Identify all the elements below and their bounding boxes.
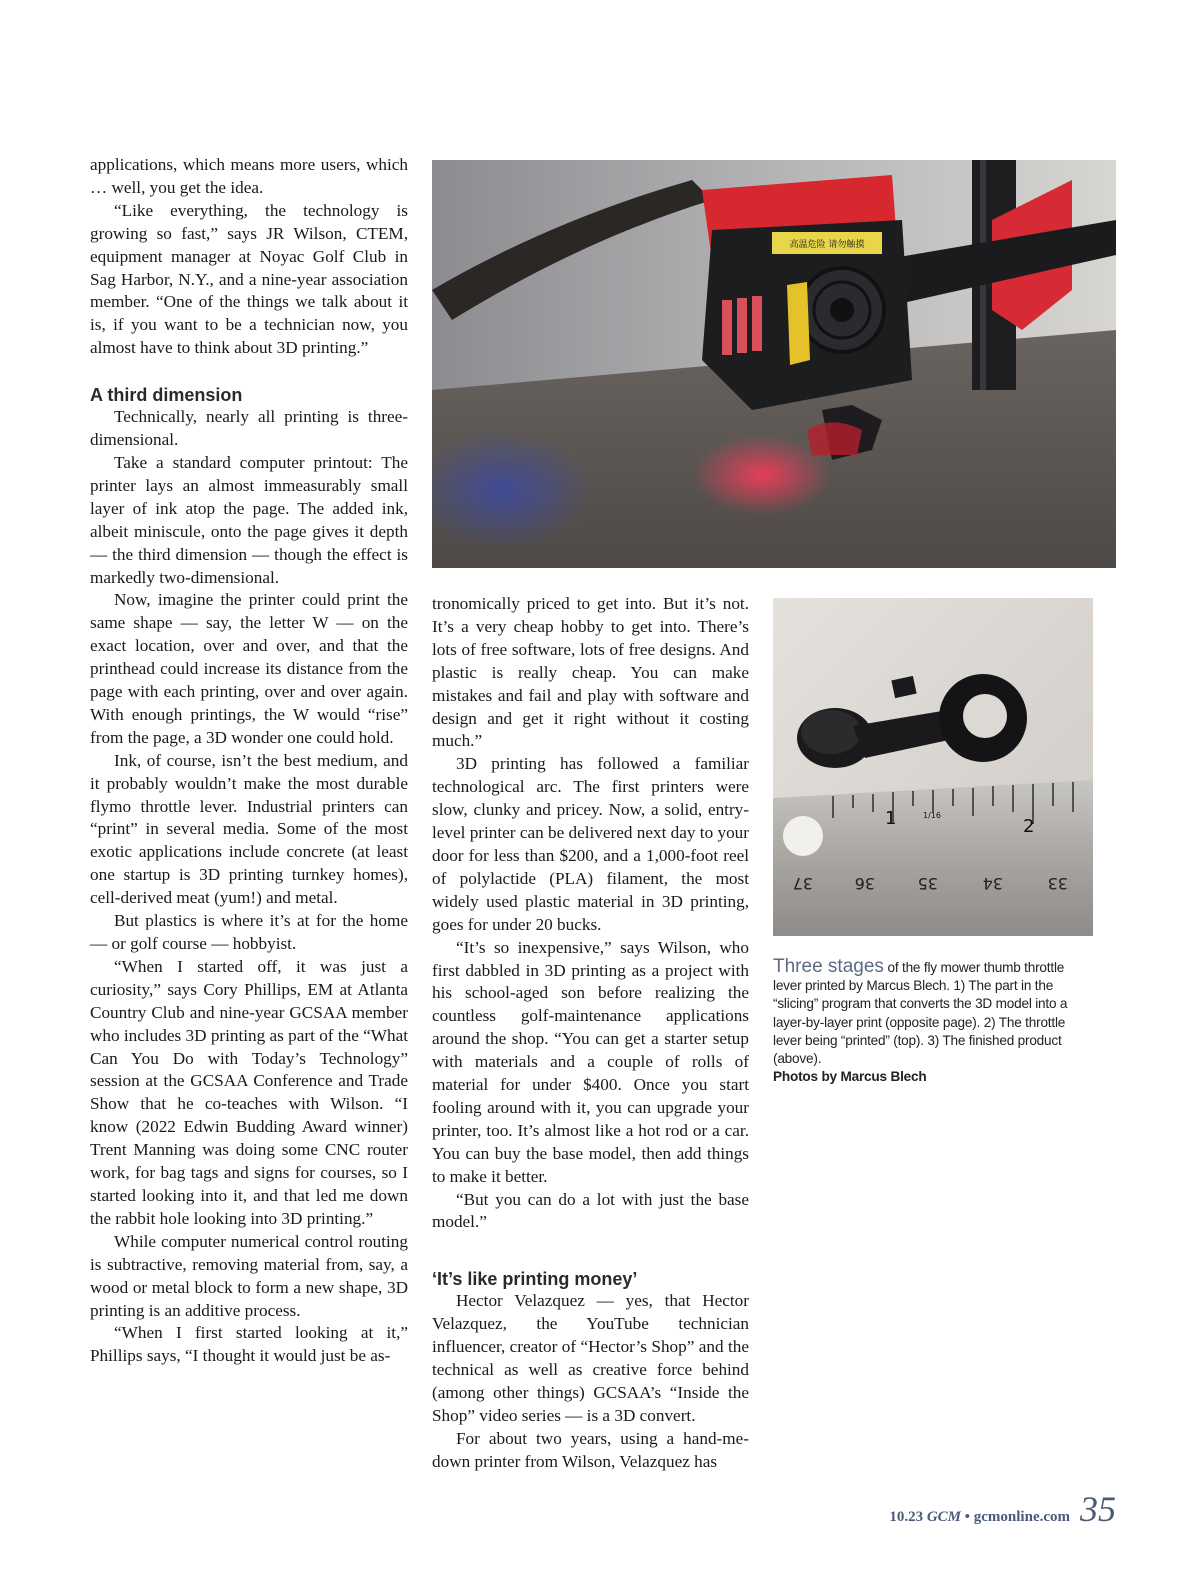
paragraph: “But you can do a lot with just the base model.” [432, 1189, 749, 1232]
ruler-label: 37 [792, 874, 813, 893]
ruler-label: 34 [982, 874, 1003, 893]
paragraph: Now, imagine the printer could print the same shape — say, the letter W — on the exact location, over and over, and that the printhead could increase its distance from the page with each printing, over and over again. With enough printings, the W would “rise” from the page, a 3D wonder one could hold. [90, 590, 408, 747]
paragraph: Take a standard computer printout: The printer lays an almost immeasurably small layer of ink atop the page. The added ink, albeit miniscule, onto the page gives it depth — the third dimension — though the effect is markedly two-dimensional. [90, 452, 408, 587]
paragraph: “It’s so inexpensive,” says Wilson, who first dabbled in 3D printing as a project with his school-aged son before realizing the countless golf-maintenance applications around the shop. “You can get a starter setup with materials and a couple of rolls of material for under $400. Once you start fooling around with it, you can upgrade your printer, too. It’s almost like a hot rod or a car. You can buy the base model, then add things to make it better. [432, 937, 749, 1186]
paragraph: tronomically priced to get into. But it’s not. It’s a very cheap hobby to get into. There’s lots of free software, lots of free designs. And plastic is really cheap. You can make mistakes and fail and play with software and design and get it right without it costing much.” [432, 594, 749, 751]
paragraph: “When I first started looking at it,” Phillips says, “I thought it would just be as- [90, 1323, 408, 1366]
paragraph: applications, which means more users, which … well, you get the idea. [90, 155, 408, 197]
printer-photo [432, 160, 1116, 568]
photo-caption [773, 958, 1095, 1086]
caption-lead: Three stages [773, 956, 884, 977]
subhead-printing-money: ‘It’s like printing money’ [432, 1269, 638, 1290]
page-footer [889, 1488, 1116, 1530]
paragraph: “When I started off, it was just a curiosity,” says Cory Phillips, EM at Atlanta Country Club and nine-year GCSAA member who includes 3D printing as part of the “What Can You Do with Today’s Technology” session at the GCSAA Conference and Trade Show that he co-teaches with Wilson. “I know (2022 Edwin Budding Award winner) Trent Manning was doing some CNC router work, for bag tags and signs for courses, so I started looking into it, and that led me down the rabbit hole looking into 3D printing.” [90, 956, 408, 1228]
paragraph: But plastics is where it’s at for the home — or golf course — hobbyist. [90, 911, 408, 953]
paragraph: Hector Velazquez — yes, that Hector Velazquez, the YouTube technician influencer, creator of “Hector’s Shop” and the technical as well as creative force behind (among other things) GCSAA’s “Inside the Shop” video series — is a 3D convert. [432, 1291, 749, 1425]
paragraph: While computer numerical control routing is subtractive, removing material from, say, a wood or metal block to form a new shape, 3D printing is an additive process. [90, 1231, 408, 1320]
page-number: 35 [1080, 1489, 1116, 1529]
paragraph: Technically, nearly all printing is three-dimensional. [90, 407, 408, 450]
separator: • [964, 1509, 971, 1525]
website: gcmonline.com [973, 1509, 1070, 1525]
photo-credit: Photos by Marcus Blech [773, 1069, 927, 1085]
ruler-label: 35 [917, 874, 938, 893]
footer-issue [889, 1509, 1070, 1526]
ruler-label: 1 [885, 808, 897, 829]
ruler-label: 1/16 [923, 811, 941, 820]
lever-illustration [773, 598, 1093, 936]
column-middle [432, 593, 749, 1474]
paragraph: Ink, of course, isn’t the best medium, and it probably wouldn’t make the most durable flymo throttle lever. Industrial printers can “print” in several media. Some of the most exotic applications include concrete (at least one startup is 3D printing turnkey homes), cell-derived meat (yum!) and metal. [90, 750, 408, 908]
paragraph: For about two years, using a hand-me-down printer from Wilson, Velazquez has [432, 1428, 749, 1471]
ruler-label: 2 [1023, 816, 1035, 837]
caption-text: of the fly mower thumb throttle lever printed by Marcus Blech. 1) The part in the “slicing” program that converts the 3D model into a layer-by-layer print (opposite page). 2) The throttle lever being “printed” (top). 3) The finished product (above). [773, 960, 1068, 1067]
ruler-label: 33 [1047, 874, 1068, 893]
lever-photo [773, 598, 1093, 936]
magazine-name: GCM [926, 1509, 961, 1525]
printer-illustration [432, 160, 1116, 568]
paragraph: “Like everything, the technology is growing so fast,” says JR Wilson, CTEM, equipment manager at Noyac Golf Club in Sag Harbor, N.Y., and a nine-year association member. “One of the things we talk about it is, if you want to be a technician now, you almost have to think about 3D printing.” [90, 200, 408, 358]
paragraph: 3D printing has followed a familiar technological arc. The first printers were slow, clunky and pricey. Now, a solid, entry-level printer can be delivered next day to your door for less than $200, and a 1,000-foot reel of polylactide (PLA) filament, the most widely used plastic material in 3D printing, goes for under 20 bucks. [432, 754, 749, 934]
ruler-label: 36 [854, 874, 875, 893]
issue-date: 10.23 [889, 1509, 924, 1525]
column-left [90, 154, 408, 1368]
subhead-third-dimension: A third dimension [90, 385, 243, 406]
caution-label: 高温危险 请勿触摸 [789, 240, 865, 250]
